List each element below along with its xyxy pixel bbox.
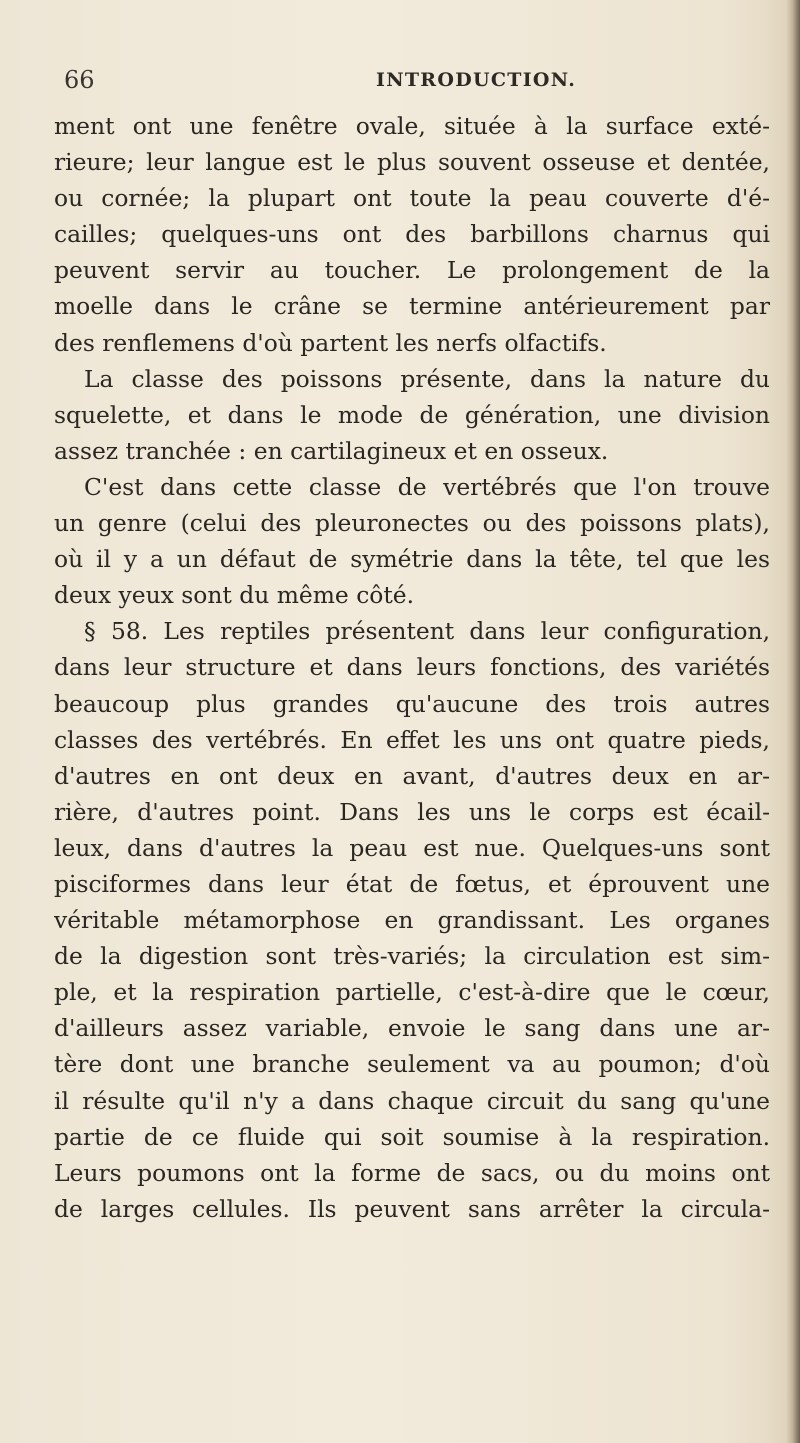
text-line: Leurs poumons ont la forme de sacs, ou du moins ont [54, 1158, 770, 1187]
text-line: d'ailleurs assez variable, envoie le sang dans une ar- [54, 1014, 770, 1043]
text-line: ment ont une fenêtre ovale, située à la surface exté- [54, 112, 770, 140]
text-line: assez tranchée : en cartilagineux et en osseux. [54, 436, 609, 465]
text-line: ou cornée; la plupart ont toute la peau couverte d'é- [54, 184, 770, 213]
text-line: véritable métamorphose en grandissant. Les organes [54, 906, 770, 935]
text-line: il résulte qu'il n'y a dans chaque circuit du sang qu'une [54, 1086, 770, 1115]
text-line: peuvent servir au toucher. Le prolongement de la [54, 256, 770, 285]
text-line: rieure; leur langue est le plus souvent osseuse et dentée, [54, 148, 770, 177]
text-line: des renflemens d'où partent les nerfs olfactifs. [54, 328, 607, 357]
text-line: § 58. Les reptiles présentent dans leur configuration, [84, 617, 770, 646]
text-line: un genre (celui des pleuronectes ou des poissons plats), [54, 509, 770, 538]
text-line: cailles; quelques-uns ont des barbillons charnus qui [54, 220, 770, 249]
page-header [64, 66, 774, 96]
text-line: squelette, et dans le mode de génération, une division [54, 400, 770, 429]
text-line: partie de ce fluide qui soit soumise à la respiration. [54, 1122, 770, 1151]
text-line: de larges cellules. Ils peuvent sans arrêter la circula- [54, 1194, 770, 1223]
text-line: de la digestion sont très-variés; la circulation est sim- [54, 942, 770, 971]
text-line: où il y a un défaut de symétrie dans la tête, tel que les [54, 545, 770, 574]
text-line: classes des vertébrés. En effet les uns ont quatre pieds, [54, 725, 770, 754]
text-line: C'est dans cette classe de vertébrés que l'on trouve [84, 472, 770, 501]
body-text [54, 108, 770, 1227]
text-line: leux, dans d'autres la peau est nue. Quelques-uns sont [54, 833, 770, 862]
text-line: pisciformes dans leur état de fœtus, et éprouvent une [54, 869, 770, 898]
text-line: deux yeux sont du même côté. [54, 581, 415, 610]
text-line: d'autres en ont deux en avant, d'autres deux en ar- [54, 761, 770, 790]
text-line: rière, d'autres point. Dans les uns le corps est écail- [54, 797, 770, 826]
text-line: ple, et la respiration partielle, c'est-à-dire que le cœur, [54, 978, 770, 1007]
text-line: beaucoup plus grandes qu'aucune des trois autres [54, 689, 770, 718]
text-line: tère dont une branche seulement va au poumon; d'où [54, 1050, 770, 1079]
running-head: INTRODUCTION. [376, 69, 577, 91]
page-edge-shadow [786, 0, 800, 1443]
text-line: moelle dans le crâne se termine antérieurement par [54, 292, 770, 321]
text-line: dans leur structure et dans leurs fonctions, des variétés [54, 653, 770, 682]
text-line: La classe des poissons présente, dans la nature du [84, 364, 770, 393]
page-number: 66 [64, 66, 95, 94]
